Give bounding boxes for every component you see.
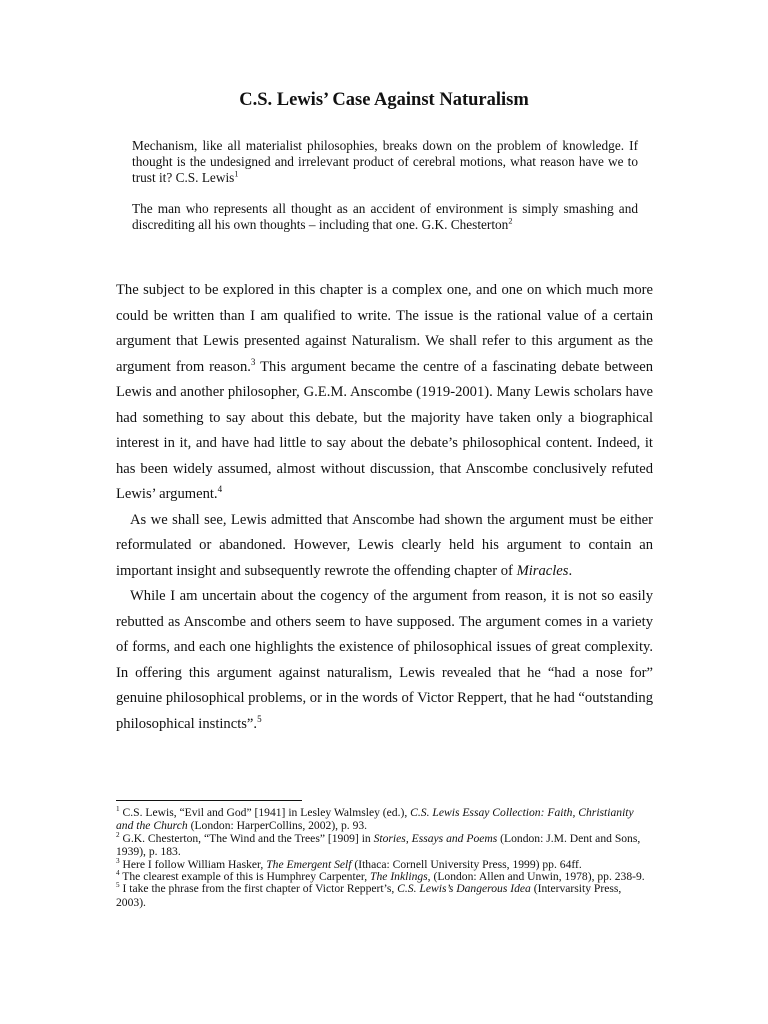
paragraph-text: This argument became the centre of a fascinating debate between Lewis and another philosopher, G.E.M. Anscombe (1919-2001). Many Lewis scholars have had something to say about this debate, but the majority have taken only a biographical interest in it, and have had little to say about the debate’s philosophical content. Indeed, it has been widely assumed, almost without discussion, that Anscombe conclusively refuted Lewis’ argument. bbox=[116, 358, 654, 502]
footnote-number: 4 bbox=[116, 869, 120, 878]
footnote-number: 5 bbox=[116, 881, 120, 890]
footnote-text: I take the phrase from the first chapter of Victor Reppert’s, bbox=[119, 882, 398, 896]
footnote-number: 2 bbox=[116, 830, 120, 839]
footnote-ref[interactable]: 2 bbox=[508, 216, 513, 226]
footnote-title: The Inklings bbox=[370, 870, 428, 884]
footnote-divider bbox=[116, 800, 302, 801]
body-text bbox=[116, 278, 653, 737]
footnote-title: The Emergent Self bbox=[266, 857, 352, 871]
footnote bbox=[116, 832, 653, 859]
footnote-text: G.K. Chesterton, “The Wind and the Trees” [1909] in bbox=[119, 831, 374, 845]
book-title: Miracles bbox=[516, 562, 569, 579]
page-title: C.S. Lewis’ Case Against Naturalism bbox=[239, 90, 529, 110]
epigraph-text: The man who represents all thought as an accident of environment is simply smashing and discrediting all his own thoughts – including that one. G.K. Chesterton bbox=[132, 201, 638, 233]
footnote-number: 3 bbox=[116, 856, 120, 865]
footnote-ref[interactable]: 4 bbox=[217, 484, 223, 495]
footnote-ref[interactable]: 1 bbox=[234, 169, 239, 179]
footnote-text: (Ithaca: Cornell University Press, 1999) pp. 64ff. bbox=[351, 857, 582, 871]
footnote-ref[interactable]: 3 bbox=[250, 356, 256, 367]
footnotes bbox=[116, 806, 653, 909]
footnote-text: The clearest example of this is Humphrey Carpenter, bbox=[119, 870, 371, 884]
epigraph-lewis bbox=[132, 138, 638, 187]
paragraph bbox=[116, 508, 653, 585]
paragraph-text: As we shall see, Lewis admitted that Anscombe had shown the argument must be either reformulated or abandoned. However, Lewis clearly held his argument to contain an important insight and subsequently rewrote the offending chapter of bbox=[116, 511, 653, 579]
paragraph-text: The subject to be explored in this chapter is a complex one, and one on which much more could be written than I am qualified to write. The issue is the rational value of a certain argument that Lewis presented against Naturalism. We shall refer to this argument as the argument from reason. bbox=[116, 282, 653, 375]
paragraph bbox=[116, 278, 653, 508]
footnote-ref[interactable]: 5 bbox=[257, 713, 262, 724]
footnote-text: C.S. Lewis, “Evil and God” [1941] in Lesley Walmsley (ed.), bbox=[119, 806, 411, 819]
paragraph-text: While I am uncertain about the cogency of the argument from reason, it is not so easily rebutted as Anscombe and others seem to have supposed. The argument comes in a variety of forms, and each one highlights the existence of philosophical issues of great complexity. In offering this argument against naturalism, Lewis revealed that he “had a nose for” genuine philosophical problems, or in the words of Victor Reppert, that he had “outstanding philosophical instincts”. bbox=[116, 588, 653, 732]
footnote-text: Here I follow William Hasker, bbox=[119, 857, 267, 871]
paragraph-text: . bbox=[568, 562, 573, 579]
epigraph-chesterton bbox=[132, 201, 638, 233]
footnote bbox=[116, 806, 653, 833]
epigraph-text: Mechanism, like all materialist philosophies, breaks down on the problem of knowledge. If thought is the undesigned and irrelevant product of cerebral motions, what reason have we to trust it? C.S. Lewis bbox=[132, 138, 638, 186]
footnote bbox=[116, 882, 653, 909]
footnote-text: , (London: Allen and Unwin, 1978), pp. 238-9. bbox=[427, 870, 645, 884]
footnote-title: Stories, Essays and Poems bbox=[373, 831, 498, 845]
footnote-title: C.S. Lewis’s Dangerous Idea bbox=[397, 882, 531, 896]
footnote-text: (London: HarperCollins, 2002), p. 93. bbox=[187, 819, 368, 833]
footnote-text: (Intervarsity Press, 2003). bbox=[116, 882, 622, 909]
footnote-number: 1 bbox=[116, 805, 120, 814]
footnote-title: C.S. Lewis Essay Collection: Faith, Christianity and the Church bbox=[116, 806, 634, 833]
paragraph bbox=[116, 584, 653, 737]
footnote-text: (London: J.M. Dent and Sons, 1939), p. 183. bbox=[116, 831, 641, 859]
